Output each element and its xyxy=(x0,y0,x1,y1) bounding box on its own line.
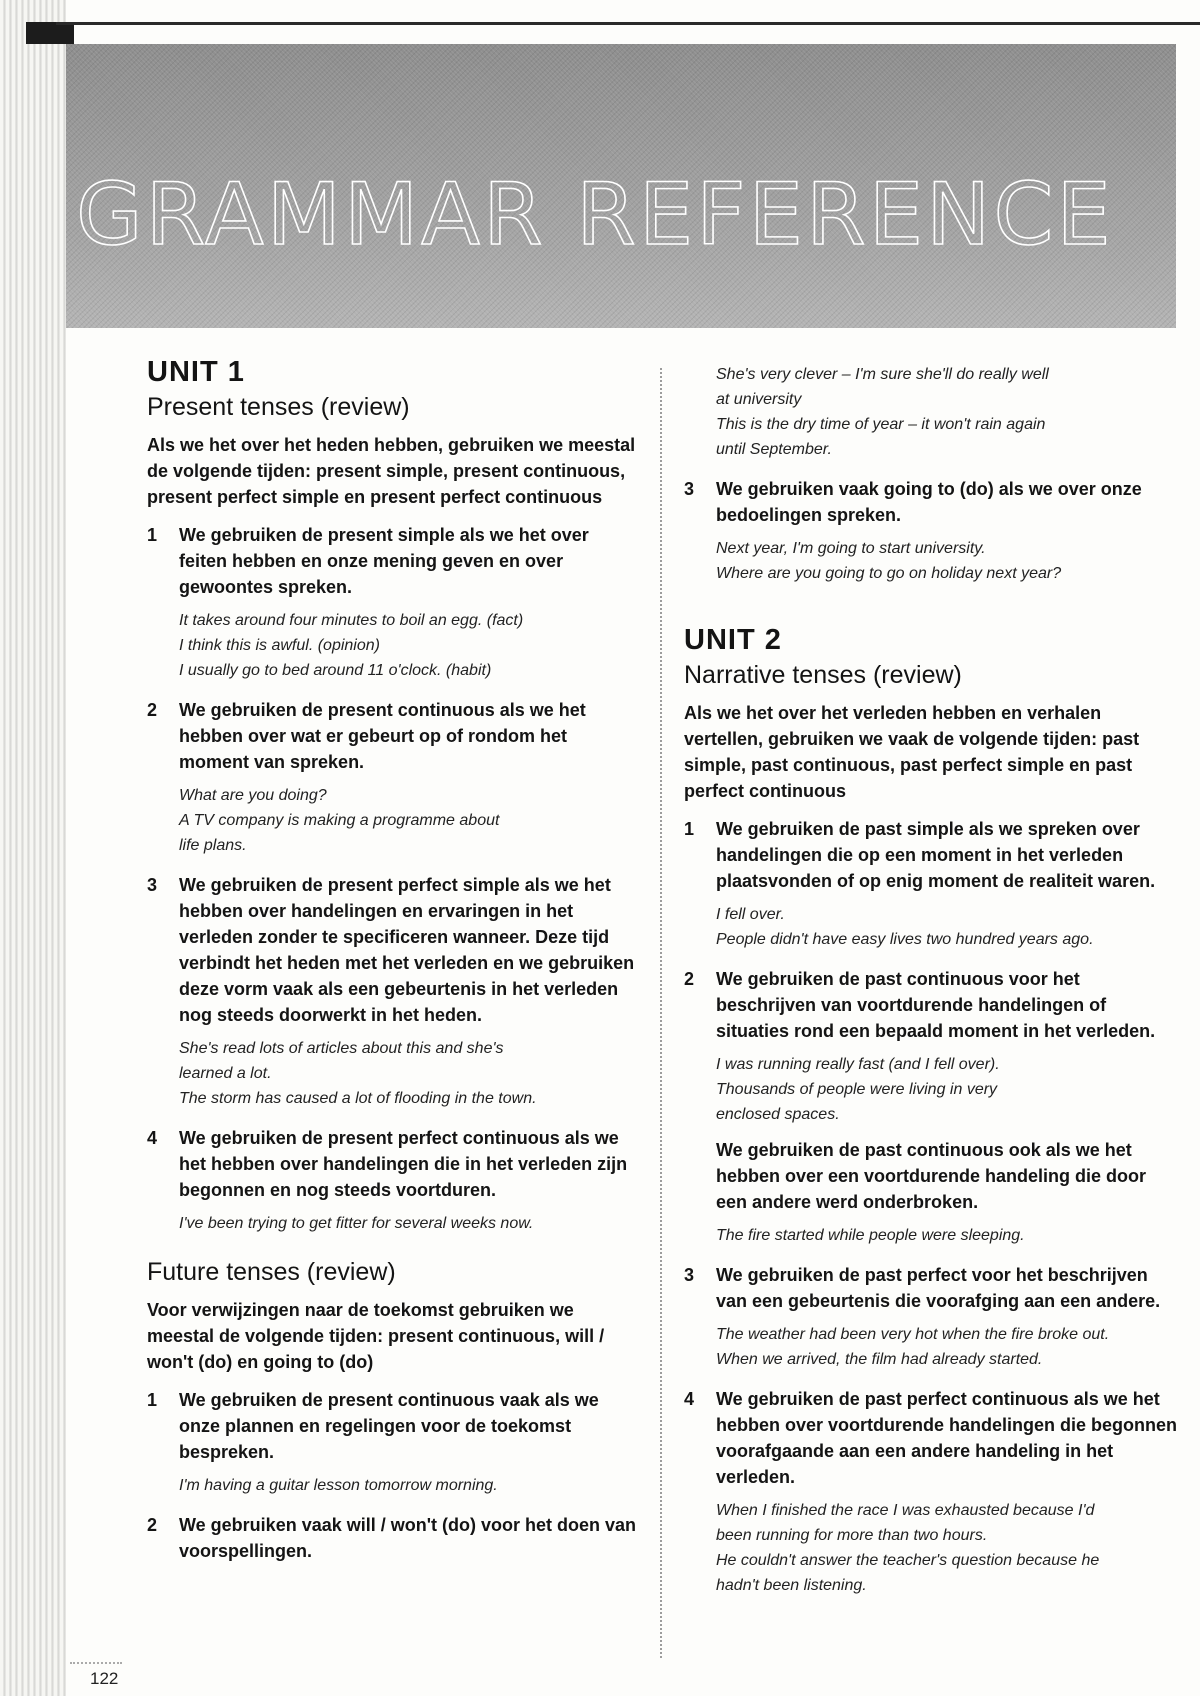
example-line: at university xyxy=(716,391,802,408)
item-number: 1 xyxy=(147,1390,158,1410)
spine-shadow xyxy=(26,22,74,44)
narrative-tenses-intro: Als we het over het verleden hebben en verhalen vertellen, gebruiken we vaak de volgende tijden: past simple, past continuous, past perfect simple en past perfect continuous xyxy=(684,703,1140,801)
example-line: I think this is awful. (opinion) xyxy=(179,637,380,654)
example-line: The fire started while people were sleeping. xyxy=(716,1227,1025,1244)
rule-text: We gebruiken de present continuous als we het hebben over wat er gebeurt op of rondom het moment van spreken. xyxy=(179,700,586,772)
rule-text: We gebruiken de past perfect continuous als we het hebben over voortdurende handelingen die begonnen voorafgaande aan een andere handeling in het verleden. xyxy=(716,1389,1178,1487)
example-line: When I finished the race I was exhausted because I'd xyxy=(716,1502,1095,1519)
present-tenses-heading: Present tenses (review) xyxy=(147,393,410,421)
top-rule xyxy=(56,22,1200,25)
example-line: The weather had been very hot when the fire broke out. xyxy=(716,1326,1110,1343)
example-line: The storm has caused a lot of flooding in the town. xyxy=(179,1090,537,1107)
narrative-item-4 xyxy=(684,1386,1180,1598)
present-tenses-intro: Als we het over het heden hebben, gebruiken we meestal de volgende tijden: present simple, present continuous, present perfect simple en present perfect continuous xyxy=(147,435,636,507)
example-line: Where are you going to go on holiday next year? xyxy=(716,565,1062,582)
narrative-tenses-heading: Narrative tenses (review) xyxy=(684,661,962,689)
rule-text: We gebruiken de past continuous voor het beschrijven van voortdurende handelingen of situaties rond een bepaald moment in het verleden. xyxy=(716,969,1156,1041)
example-line: People didn't have easy lives two hundred years ago. xyxy=(716,931,1094,948)
rule-text: We gebruiken de present simple als we het over feiten hebben en onze mening geven en over gewoontes spreken. xyxy=(179,525,589,597)
example-line: until September. xyxy=(716,441,832,458)
example-line: It takes around four minutes to boil an egg. (fact) xyxy=(179,612,524,629)
item-number: 2 xyxy=(147,700,158,720)
footer-rule xyxy=(70,1662,122,1664)
future-tenses-intro: Voor verwijzingen naar de toekomst gebruiken we meestal de volgende tijden: present continuous, will / won't (do) en going to (do) xyxy=(147,1300,605,1372)
example-line: I was running really fast (and I fell over). xyxy=(716,1056,1000,1073)
example-line: I fell over. xyxy=(716,906,785,923)
example-line: I'm having a guitar lesson tomorrow morning. xyxy=(179,1477,498,1494)
item-number: 3 xyxy=(147,875,158,895)
example-line: life plans. xyxy=(179,837,247,854)
example-line: I usually go to bed around 11 o'clock. (habit) xyxy=(179,662,492,679)
item-number: 2 xyxy=(147,1515,158,1535)
page-number: 122 xyxy=(90,1669,119,1688)
example-line: I've been trying to get fitter for several weeks now. xyxy=(179,1215,534,1232)
item-number: 4 xyxy=(147,1128,158,1148)
example-line: What are you doing? xyxy=(179,787,327,804)
unit-1-heading: UNIT 1 xyxy=(147,356,245,388)
example-line: She's very clever – I'm sure she'll do really well xyxy=(716,366,1049,383)
unit-2-heading: UNIT 2 xyxy=(684,624,782,656)
item-number: 2 xyxy=(684,969,695,989)
item-number: 1 xyxy=(147,525,158,545)
future-tenses-heading: Future tenses (review) xyxy=(147,1258,396,1286)
example-line: A TV company is making a programme about xyxy=(179,812,500,829)
rule-text: We gebruiken de past perfect voor het beschrijven van een gebeurtenis die voorafging aan een andere. xyxy=(716,1265,1161,1311)
item-number: 1 xyxy=(684,819,695,839)
present-item-1 xyxy=(147,522,637,683)
rule-text: We gebruiken vaak will / won't (do) voor het doen van voorspellingen. xyxy=(179,1515,637,1561)
rule-text: We gebruiken de present perfect continuous als we het hebben over handelingen die in het verleden zijn begonnen en nog steeds voortduren. xyxy=(179,1128,628,1200)
example-line: Next year, I'm going to start university. xyxy=(716,540,986,557)
narrative-item-2 xyxy=(684,966,1180,1248)
rule-text: We gebruiken de present perfect simple als we het hebben over handelingen en ervaringen in het verleden zonder te specificeren wanneer. Deze tijd verbindt het heden met het verleden en we gebruiken deze vorm vaak als een gebeurtenis in het verleden nog steeds doorwerkt in het heden. xyxy=(179,875,635,1025)
right-column xyxy=(684,362,1180,1612)
narrative-item-1 xyxy=(684,816,1180,952)
future-item-3 xyxy=(684,476,1180,586)
present-item-2 xyxy=(147,697,637,858)
item-number: 3 xyxy=(684,1265,695,1285)
left-column xyxy=(147,356,637,1578)
rule-text: We gebruiken vaak going to (do) als we over onze bedoelingen spreken. xyxy=(716,479,1142,525)
example-line: hadn't been listening. xyxy=(716,1577,867,1594)
item-number: 3 xyxy=(684,479,695,499)
rule-text: We gebruiken de past simple als we spreken over handelingen die op een moment in het verleden plaatsvonden of op enig moment de realiteit waren. xyxy=(716,819,1156,891)
example-line: When we arrived, the film had already started. xyxy=(716,1351,1043,1368)
rule-text-secondary: We gebruiken de past continuous ook als we het hebben over een voortdurende handeling die door een andere werd onderbroken. xyxy=(716,1140,1147,1212)
item-number: 4 xyxy=(684,1389,695,1409)
book-spine-edge xyxy=(0,0,66,1696)
example-line: This is the dry time of year – it won't rain again xyxy=(716,416,1046,433)
column-divider xyxy=(660,368,662,1658)
page-title: GRAMMAR REFERENCE xyxy=(76,165,1114,265)
rule-text: We gebruiken de present continuous vaak als we onze plannen en regelingen voor de toekomst bespreken. xyxy=(179,1390,599,1462)
future-item-2-examples xyxy=(684,362,1180,462)
present-item-4 xyxy=(147,1125,637,1236)
example-line: enclosed spaces. xyxy=(716,1106,840,1123)
future-item-2 xyxy=(147,1512,637,1564)
present-item-3 xyxy=(147,872,637,1111)
future-item-1 xyxy=(147,1387,637,1498)
example-line: Thousands of people were living in very xyxy=(716,1081,998,1098)
example-line: learned a lot. xyxy=(179,1065,272,1082)
example-line: She's read lots of articles about this and she's xyxy=(179,1040,504,1057)
example-line: He couldn't answer the teacher's question because he xyxy=(716,1552,1100,1569)
narrative-item-3 xyxy=(684,1262,1180,1372)
example-line: been running for more than two hours. xyxy=(716,1527,988,1544)
